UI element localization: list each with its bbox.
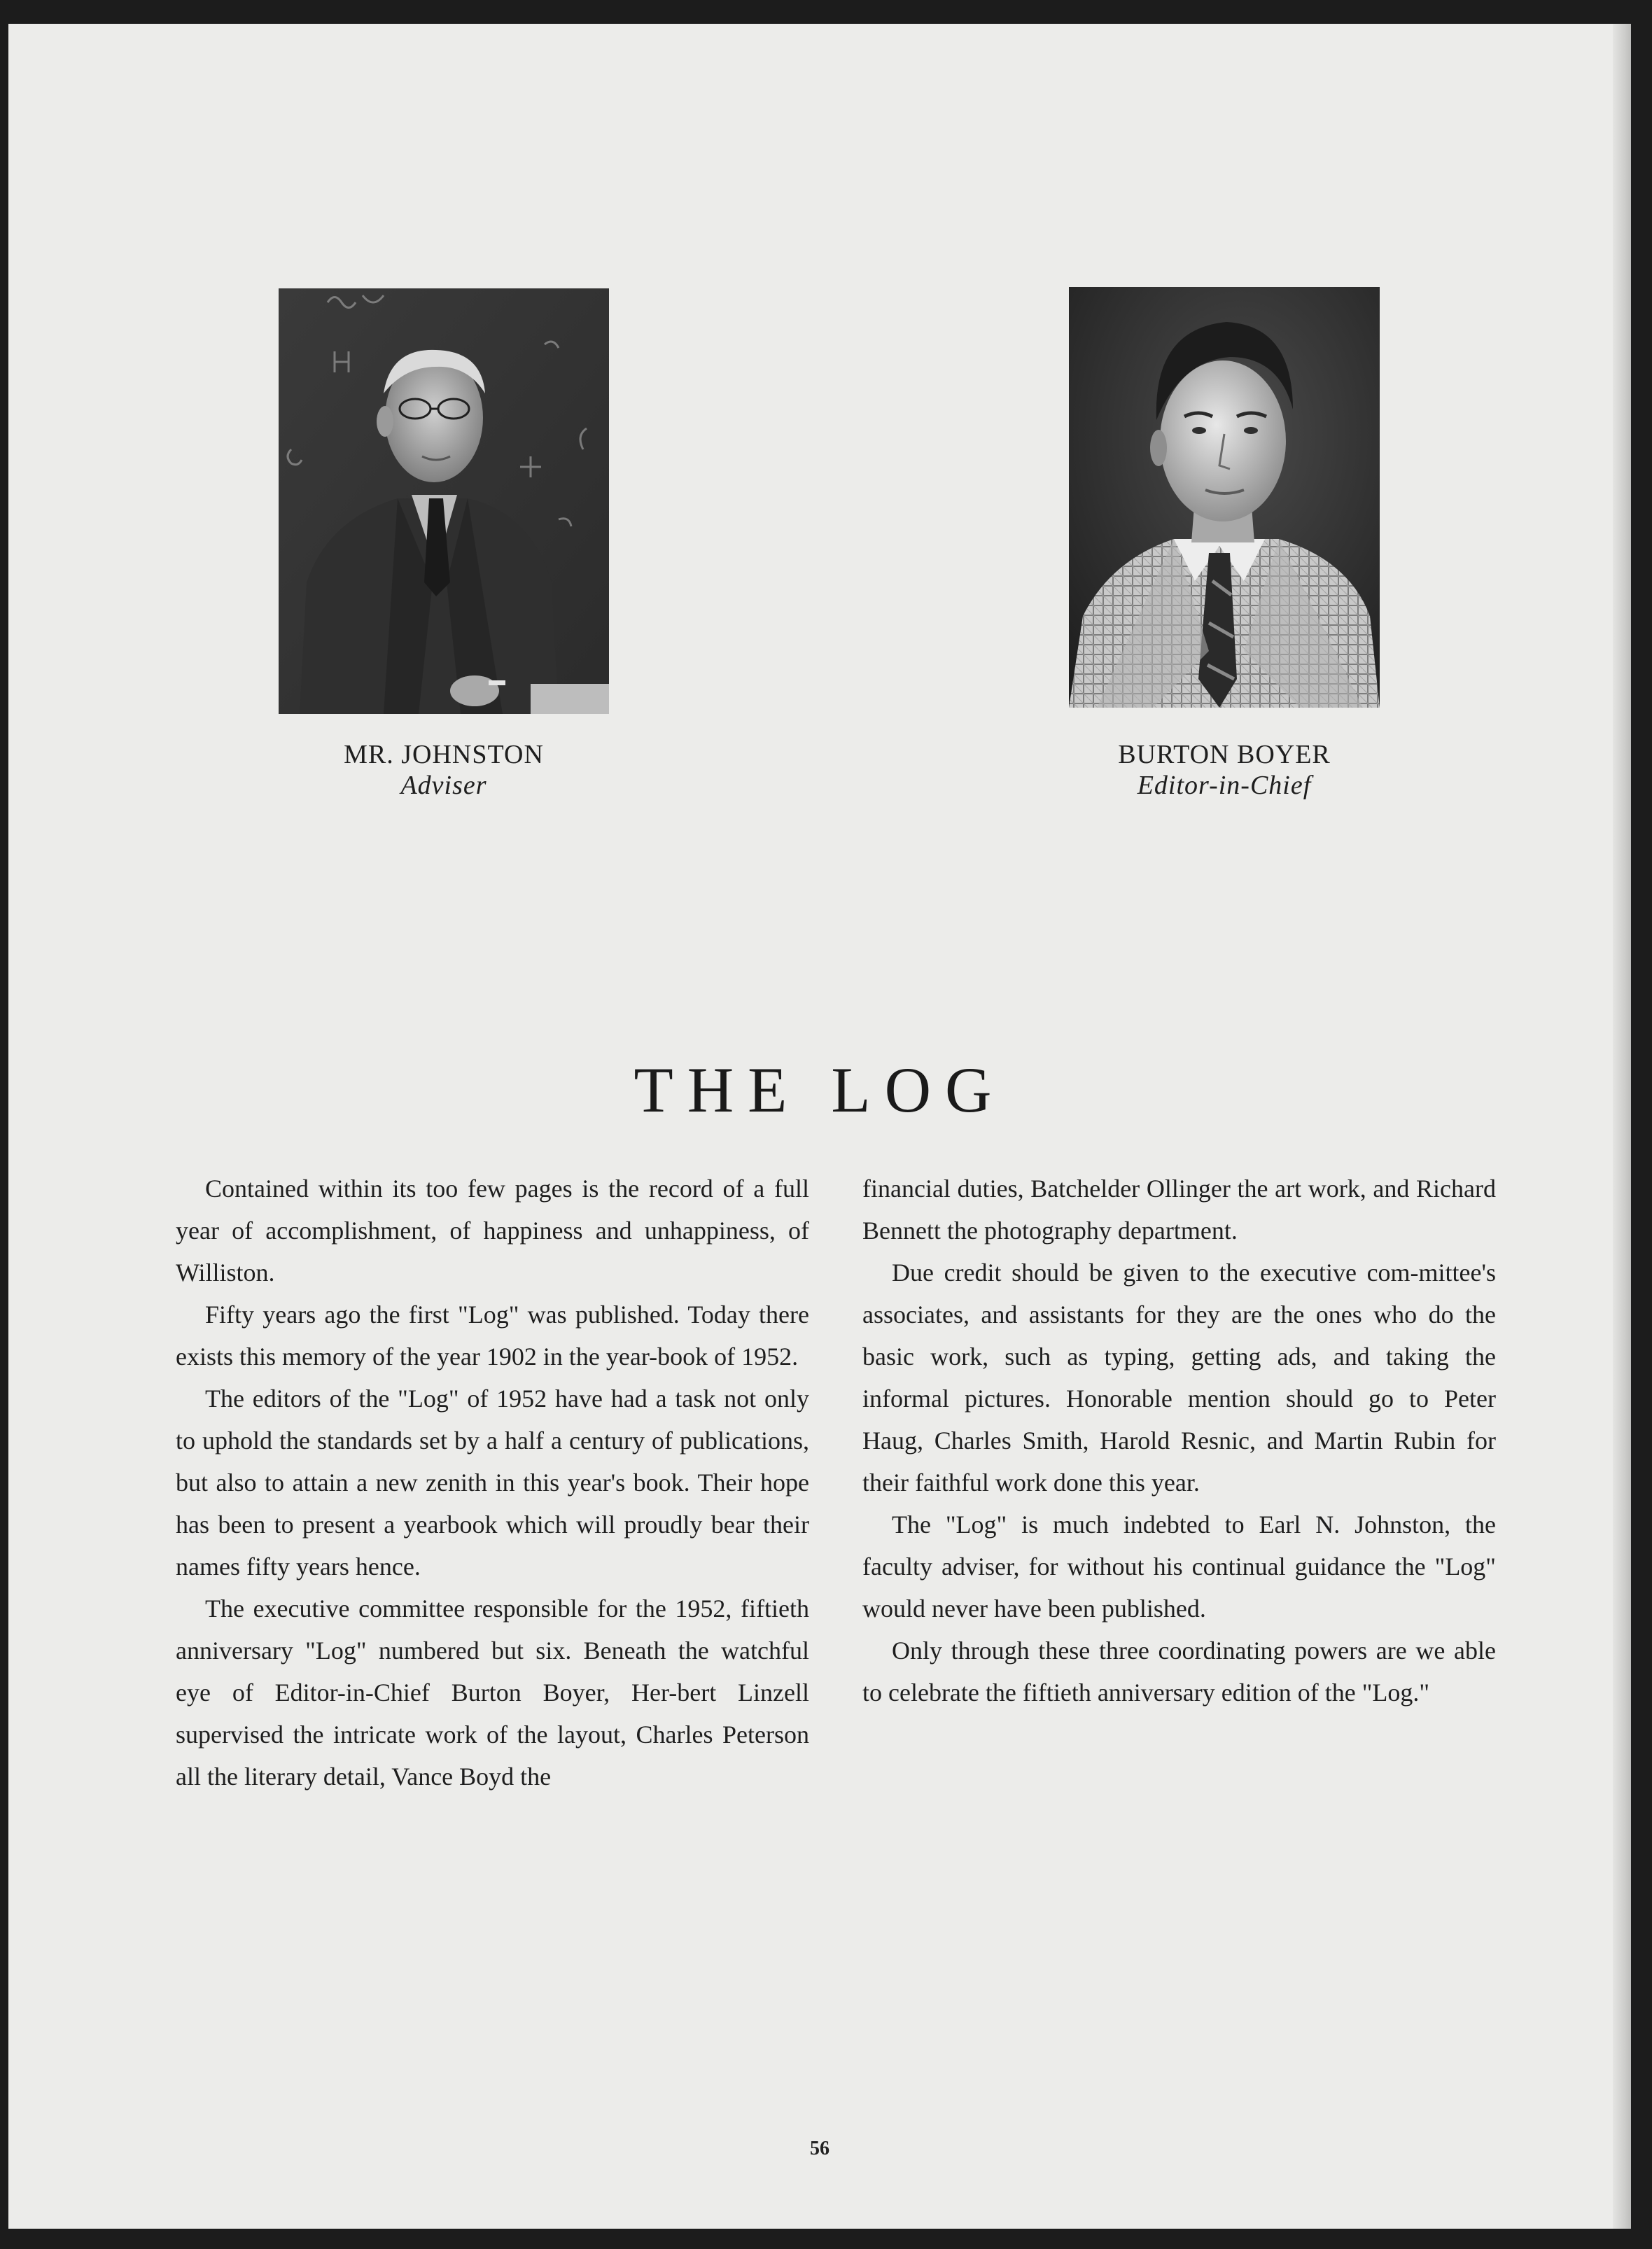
paragraph: Contained within its too few pages is the record of a full year of accomplishment, of happiness and unhappiness, of Williston. <box>176 1175 809 1287</box>
paragraph: Due credit should be given to the executive com-mittee's associates, and assistants for they are the ones who do the basic work, such as typing, getting ads, and taking the informal pictures. Honorable mention should go to Peter Haug, Charles Smith, Harold Resnic, and Martin Rubin for their faithful work done this year. <box>862 1259 1496 1497</box>
editor-portrait-photo <box>1069 287 1380 708</box>
editor-name: BURTON BOYER <box>1118 740 1331 769</box>
paragraph-continuation: financial duties, Batchelder Ollinger the art work, and Richard Bennett the photography department. <box>862 1175 1496 1245</box>
paragraph: The editors of the "Log" of 1952 have had a task not only to uphold the standards set by a half a century of publications, but also to attain a new zenith in this year's book. Their hope has been to present a yearbook which will proudly bear their names fifty years hence. <box>176 1385 809 1581</box>
adviser-portrait-photo <box>279 288 609 714</box>
page-title: THE LOG <box>634 1054 1006 1126</box>
paragraph: Only through these three coordinating powers are we able to celebrate the fiftieth anniversary edition of the "Log." <box>862 1637 1496 1707</box>
editor-role: Editor-in-Chief <box>1137 771 1312 800</box>
left-text-column <box>176 1168 809 1798</box>
yearbook-page <box>8 24 1631 2229</box>
editor-caption <box>1049 738 1399 800</box>
right-text-column <box>862 1168 1496 1714</box>
paragraph: Fifty years ago the first "Log" was published. Today there exists this memory of the year 1902 in the year-book of 1952. <box>176 1301 809 1371</box>
adviser-role: Adviser <box>400 771 487 800</box>
paragraph: The "Log" is much indebted to Earl N. Johnston, the faculty adviser, for without his continual guidance the "Log" would never have been published. <box>862 1511 1496 1623</box>
page-number: 56 <box>810 2138 830 2159</box>
adviser-name: MR. JOHNSTON <box>344 740 544 769</box>
adviser-caption <box>269 738 619 800</box>
paragraph: The executive committee responsible for the 1952, fiftieth anniversary "Log" numbered but six. Beneath the watchful eye of Editor-in-Chief Burton Boyer, Her-bert Linzell supervised the intricate work of the layout, Charles Peterson all the literary detail, Vance Boyd the <box>176 1595 809 1791</box>
